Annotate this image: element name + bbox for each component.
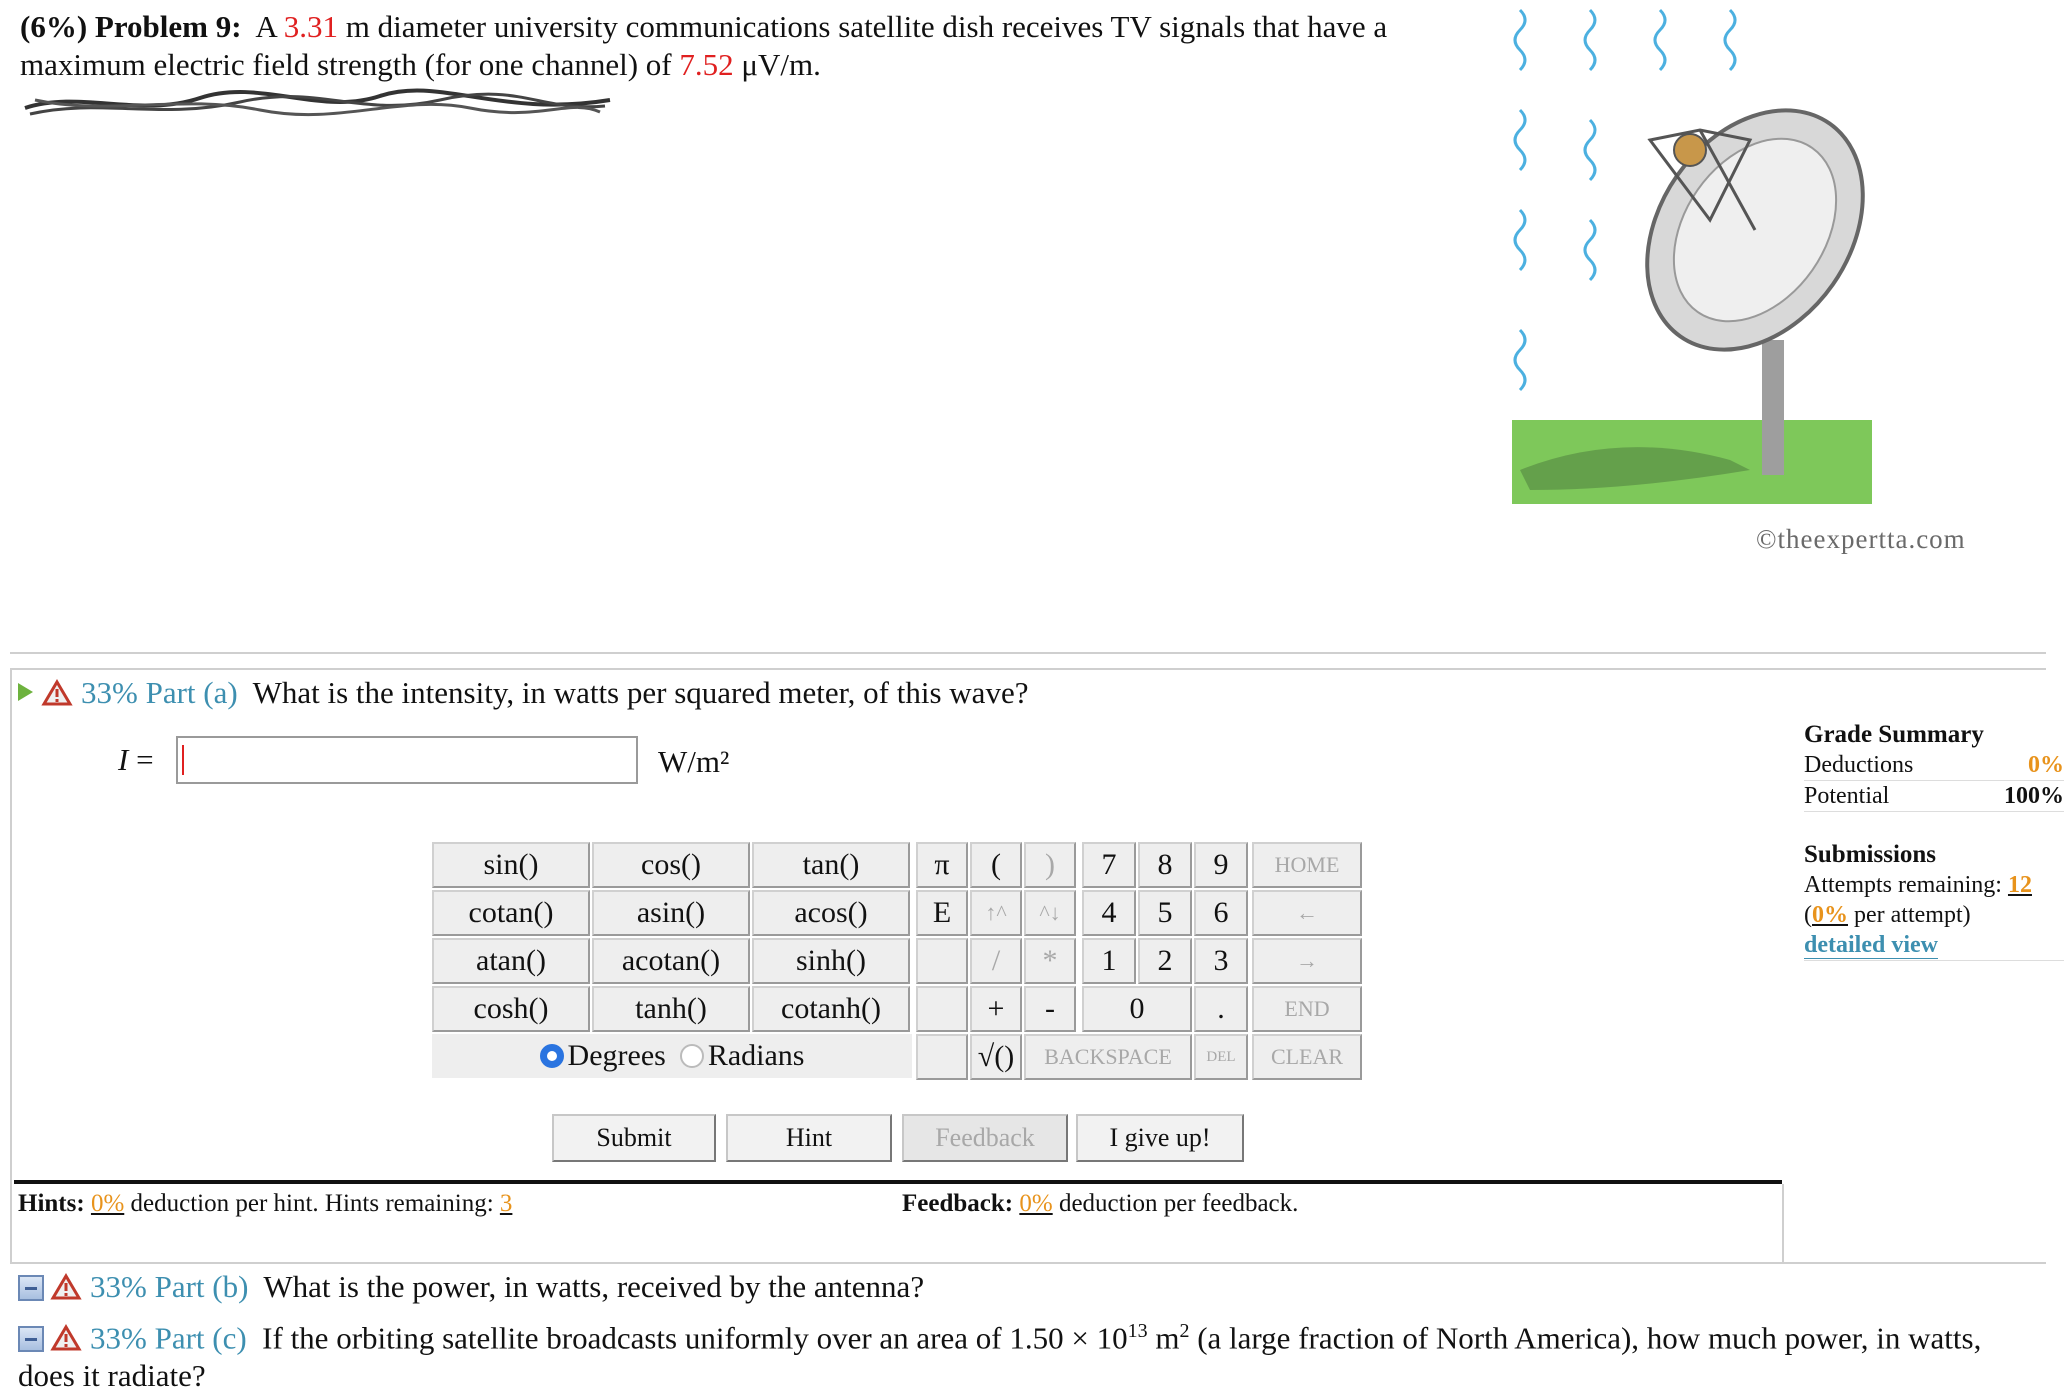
- key-7[interactable]: 7: [1082, 842, 1136, 888]
- diameter-value: 3.31: [283, 9, 339, 44]
- hints-info: [18, 1190, 512, 1218]
- potential-value: 100%: [2004, 783, 2064, 809]
- per-attempt-row: (0% per attempt): [1804, 902, 1971, 928]
- key-blank: [916, 938, 968, 984]
- problem-text-a: A: [255, 9, 277, 44]
- key-0[interactable]: 0: [1082, 986, 1192, 1032]
- key-left-arrow[interactable]: ←: [1252, 890, 1362, 936]
- expand-triangle-icon[interactable]: [18, 683, 33, 701]
- grade-summary-title: Grade Summary: [1804, 721, 1984, 748]
- key-5[interactable]: 5: [1138, 890, 1192, 936]
- key-blank: [916, 986, 968, 1032]
- feedback-info: [902, 1190, 1298, 1218]
- deductions-label: Deductions: [1804, 752, 1914, 778]
- attempts-label: Attempts remaining:: [1804, 872, 2002, 898]
- key-tanh[interactable]: tanh(): [592, 986, 750, 1032]
- potential-row: [1804, 781, 2064, 812]
- key-end[interactable]: END: [1252, 986, 1362, 1032]
- key-cos[interactable]: cos(): [592, 842, 750, 888]
- feedback-button[interactable]: Feedback: [902, 1114, 1068, 1162]
- key-e[interactable]: E: [916, 890, 968, 936]
- angle-mode-row: [432, 1034, 912, 1078]
- per-attempt-percent: 0%: [1812, 902, 1848, 928]
- key-close-paren[interactable]: ): [1024, 842, 1076, 888]
- radians-radio[interactable]: [680, 1044, 704, 1068]
- key-multiply[interactable]: *: [1024, 938, 1076, 984]
- radians-label: Radians: [707, 1039, 805, 1072]
- part-c-percent: 33%: [90, 1320, 147, 1356]
- hints-text: deduction per hint. Hints remaining:: [130, 1190, 494, 1217]
- text-cursor: [182, 745, 184, 775]
- part-b-header[interactable]: [18, 1268, 924, 1306]
- separator: [1782, 1184, 1784, 1262]
- key-del[interactable]: DEL: [1194, 1034, 1248, 1080]
- key-cotanh[interactable]: cotanh(): [752, 986, 910, 1032]
- key-8[interactable]: 8: [1138, 842, 1192, 888]
- key-divide[interactable]: /: [970, 938, 1022, 984]
- key-asin[interactable]: asin(): [592, 890, 750, 936]
- separator: [10, 668, 2046, 670]
- part-b-label: Part (b): [154, 1269, 249, 1304]
- key-sinh[interactable]: sinh(): [752, 938, 910, 984]
- field-value: 7.52: [679, 47, 734, 82]
- problem-statement: [20, 8, 1460, 84]
- key-4[interactable]: 4: [1082, 890, 1136, 936]
- key-plus[interactable]: +: [970, 986, 1022, 1032]
- part-b-percent: 33%: [90, 1269, 147, 1304]
- key-1[interactable]: 1: [1082, 938, 1136, 984]
- detailed-view-link[interactable]: detailed view: [1804, 932, 1938, 958]
- part-a-percent: 33%: [81, 675, 138, 710]
- feedback-percent: 0%: [1019, 1190, 1053, 1217]
- per-attempt-text: per attempt): [1854, 902, 1971, 928]
- key-acotan[interactable]: acotan(): [592, 938, 750, 984]
- answer-input[interactable]: [176, 736, 638, 784]
- part-c-unit: m: [1155, 1320, 1180, 1356]
- feedback-text: deduction per feedback.: [1058, 1190, 1299, 1217]
- part-c-header[interactable]: 33% Part (c) If the orbiting satellite broadcasts uniformly over an area of $1.50 \times 10^{13}$ $m^2$ (a large fraction of North America), how much power, in watts, does it radiate?: [18, 1320, 1982, 1394]
- key-right-arrow[interactable]: →: [1252, 938, 1362, 984]
- key-open-paren[interactable]: (: [970, 842, 1022, 888]
- key-down-power[interactable]: ^↓: [1024, 890, 1076, 936]
- problem-text-b: m diameter university communications satellite dish receives TV signals that have a maximum electric field strength (for one channel) of: [20, 9, 1388, 82]
- submit-button[interactable]: Submit: [552, 1114, 716, 1162]
- hints-label: Hints:: [18, 1190, 85, 1217]
- attempts-value: 12: [2007, 872, 2032, 898]
- key-tan[interactable]: tan(): [752, 842, 910, 888]
- copyright-text: ©theexpertta.com: [1756, 524, 1966, 554]
- hint-button[interactable]: Hint: [726, 1114, 892, 1162]
- part-b-question: What is the power, in watts, received by the antenna?: [263, 1269, 925, 1304]
- key-cotan[interactable]: cotan(): [432, 890, 590, 936]
- answer-variable: I: [118, 742, 129, 777]
- key-blank: [916, 1034, 968, 1080]
- key-cosh[interactable]: cosh(): [432, 986, 590, 1032]
- part-c-exponent: 13: [1127, 1320, 1148, 1342]
- warning-icon: [52, 1274, 80, 1300]
- problem-title: Problem 9:: [94, 9, 242, 44]
- hints-percent: 0%: [90, 1190, 125, 1217]
- key-backspace[interactable]: BACKSPACE: [1024, 1034, 1192, 1080]
- feedback-label: Feedback:: [902, 1190, 1014, 1217]
- warning-icon: [43, 680, 71, 706]
- equals-sign: =: [136, 742, 154, 777]
- key-pi[interactable]: π: [916, 842, 968, 888]
- submissions-title: Submissions: [1804, 841, 1937, 868]
- key-2[interactable]: 2: [1138, 938, 1192, 984]
- key-sqrt[interactable]: √(): [970, 1034, 1022, 1080]
- key-clear[interactable]: CLEAR: [1252, 1034, 1362, 1080]
- hints-remaining: 3: [499, 1190, 513, 1217]
- part-a-label: Part (a): [145, 675, 238, 710]
- redaction-scribble: [20, 88, 620, 122]
- deductions-value: 0%: [2028, 752, 2064, 778]
- hint-feedback-bar: [14, 1180, 1782, 1184]
- key-decimal[interactable]: .: [1194, 986, 1248, 1032]
- part-c-text-c: (a large fraction of North America), how much power, in watts, does it radiate?: [18, 1320, 1982, 1394]
- key-home[interactable]: HOME: [1252, 842, 1362, 888]
- satellite-dish-illustration: [1500, 0, 1880, 510]
- key-sin[interactable]: sin(): [432, 842, 590, 888]
- part-a-question: What is the intensity, in watts per squared meter, of this wave?: [252, 675, 1029, 710]
- degrees-option[interactable]: [540, 1039, 666, 1073]
- part-a-header[interactable]: [18, 674, 1028, 712]
- potential-label: Potential: [1804, 783, 1890, 809]
- give-up-button[interactable]: I give up!: [1076, 1114, 1244, 1162]
- degrees-radio[interactable]: [540, 1044, 564, 1068]
- part-c-text-a: If the orbiting satellite broadcasts uniformly over an area of 1.50 × 10: [262, 1320, 1128, 1356]
- part-c-label: Part (c): [154, 1320, 247, 1356]
- key-atan[interactable]: atan(): [432, 938, 590, 984]
- separator: [10, 652, 2046, 654]
- separator: [10, 668, 12, 1264]
- key-acos[interactable]: acos(): [752, 890, 910, 936]
- warning-icon: [52, 1325, 80, 1351]
- answer-label: [118, 742, 154, 778]
- radians-option[interactable]: [680, 1039, 805, 1073]
- grade-summary: [1804, 720, 2064, 961]
- key-3[interactable]: 3: [1194, 938, 1248, 984]
- collapse-icon[interactable]: [18, 1275, 44, 1301]
- degrees-label: Degrees: [567, 1039, 666, 1072]
- problem-percent: (6%): [20, 9, 88, 44]
- attempts-row: [1804, 870, 2064, 900]
- answer-units: W/m²: [658, 744, 730, 779]
- key-minus[interactable]: -: [1024, 986, 1076, 1032]
- collapse-icon[interactable]: [18, 1326, 44, 1352]
- key-9[interactable]: 9: [1194, 842, 1248, 888]
- field-unit: μV/m.: [741, 47, 821, 82]
- key-6[interactable]: 6: [1194, 890, 1248, 936]
- key-up-power[interactable]: ↑^: [970, 890, 1022, 936]
- deductions-row: [1804, 750, 2064, 781]
- separator: [10, 1262, 2046, 1264]
